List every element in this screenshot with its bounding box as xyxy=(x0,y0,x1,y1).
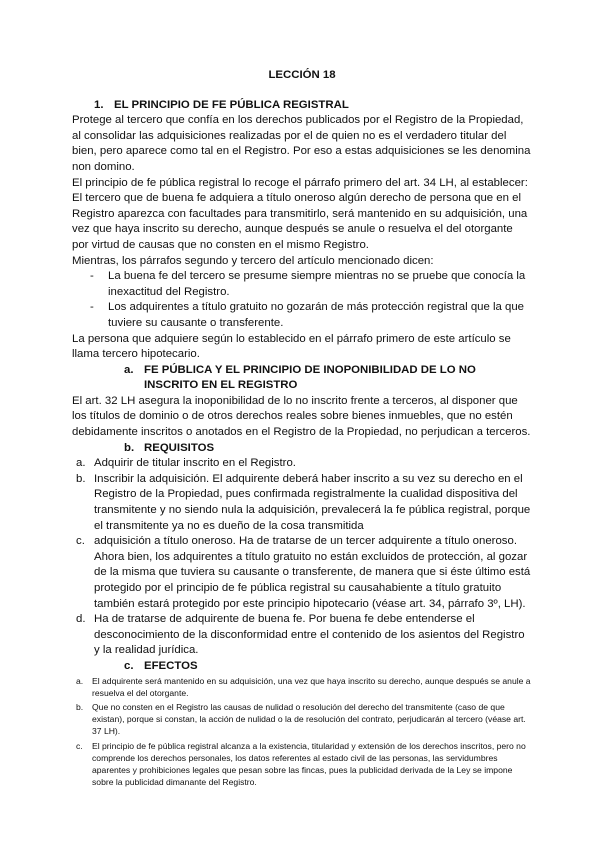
page-title: LECCIÓN 18 xyxy=(268,69,336,81)
list-item-text: El adquirente será mantenido en su adquisición, una vez que haya inscrito su derecho, aunque después se anule a resuelva el del otorgante. xyxy=(92,675,531,698)
subsection-a-heading-text: FE PÚBLICA Y EL PRINCIPIO DE INOPONIBILIDAD DE LO NO INSCRITO EN EL REGISTRO xyxy=(144,363,476,392)
subsection-a-heading xyxy=(72,363,532,394)
effects-list xyxy=(72,675,532,789)
list-item xyxy=(72,456,532,472)
subsection-a-label: a. xyxy=(124,363,134,376)
list-item-text: adquisición a título oneroso. Ha de tratarse de un tercer adquirente a título oneroso. Ahora bien, los adquirentes a título gratuito no están excluidos de protección, al gozar de la misma que tuviera su causante o transferente, de manera que si éste último está protegido por el principio de fe pública registral su causahabiente a título gratuito también estará protegido por este principio hipotecario (véase art. 34, párrafo 3º, LH). xyxy=(94,535,531,610)
list-item-label: c. xyxy=(76,740,83,751)
dash-bullet-icon: - xyxy=(90,301,94,314)
section-1-heading-text: EL PRINCIPIO DE FE PÚBLICA REGISTRAL xyxy=(114,98,349,111)
list-item-label: c. xyxy=(76,535,85,548)
list-item xyxy=(72,269,532,300)
list-item-text: Los adquirentes a título gratuito no gozarán de más protección registral que la que tuviere su causante o transferente. xyxy=(108,301,525,329)
list-item-text: La buena fe del tercero se presume siempre mientras no se pruebe que conocía la inexactitud del Registro. xyxy=(108,270,526,298)
subsection-a-paragraph: El art. 32 LH asegura la inoponibilidad de lo no inscrito frente a terceros, al disponer que los títulos de dominio o de otros derechos reales sobre bienes inmuebles, que no estén debidamente inscritos o anotados en el Registro de la Propiedad, no perjudican a terceros. xyxy=(72,394,531,439)
list-item-label: d. xyxy=(76,613,86,626)
list-item xyxy=(72,300,532,331)
list-item-label: a. xyxy=(76,675,84,686)
section-1-paragraph-4: La persona que adquiere según lo establecido en el párrafo primero de este artículo se llama tercero hipotecario. xyxy=(72,332,511,361)
list-item xyxy=(72,740,532,789)
list-item xyxy=(72,701,532,738)
list-item xyxy=(72,675,532,699)
list-item xyxy=(72,612,532,659)
list-item-label: a. xyxy=(76,457,86,470)
subsection-b-heading-text: REQUISITOS xyxy=(144,441,215,454)
requirements-list xyxy=(72,456,532,659)
list-item-text: Inscribir la adquisición. El adquirente deberá haber inscrito a su vez su derecho en el Registro de la Propiedad, pues confirmada registralmente la cualidad dispositiva del transmitente y no siendo nula la adquisición, prevalecerá la fe pública registral, porque el transmitente ya no es dueño de la cosa transmitida xyxy=(94,472,531,532)
subsection-c-heading xyxy=(72,659,532,675)
list-item-label: b. xyxy=(76,472,86,485)
document-body xyxy=(72,68,532,790)
list-item-text: Adquirir de titular inscrito en el Registro. xyxy=(94,457,296,470)
dash-bullet-icon: - xyxy=(90,270,94,283)
list-item xyxy=(72,534,532,612)
list-item-text: Ha de tratarse de adquirente de buena fe. Por buena fe debe entenderse el desconocimiento de la disconformidad entre el contenido de los asientos del Registro y la realidad jurídica. xyxy=(94,613,525,657)
subsection-c-label: c. xyxy=(124,659,134,672)
subsection-c-heading-text: EFECTOS xyxy=(144,659,198,672)
subsection-b-heading xyxy=(72,441,532,457)
section-1-paragraph-3: Mientras, los párrafos segundo y tercero del artículo mencionado dicen: xyxy=(72,254,434,267)
list-item-text: Que no consten en el Registro las causas de nulidad o resolución del derecho del transmitente (caso de que existan), porque si constan, la acción de nulidad o la de resolución del contrato, perjudicarán al tercero (véase art. 37 LH). xyxy=(92,701,526,737)
section-1-heading xyxy=(72,98,532,114)
section-1-number: 1. xyxy=(94,98,104,111)
article-paragraphs-list xyxy=(72,269,532,331)
list-item xyxy=(72,472,532,534)
subsection-b-label: b. xyxy=(124,441,135,454)
section-1-paragraph-1: Protege al tercero que confía en los derechos publicados por el Registro de la Propiedad, al consolidar las adquisiciones realizadas por el de quien no es el verdadero titular del bien, pero aparece como tal en el Registro. Por eso a estas adquisiciones se les denomina non domino. xyxy=(72,114,531,173)
list-item-label: b. xyxy=(76,701,84,712)
section-1-paragraph-2: El principio de fe pública registral lo recoge el párrafo primero del art. 34 LH, al establecer: El tercero que de buena fe adquiera a título oneroso algún derecho de persona que en el Registro aparezca con facultades para transmitirlo, será mantenido en su adquisición, una vez que haya inscrito su derecho, aunque después se anule o resuelva el del otorgante por virtud de causas que no consten en el mismo Registro. xyxy=(72,176,528,251)
list-item-text: El principio de fe pública registral alcanza a la existencia, titularidad y extensión de los derechos inscritos, pero no comprende los derechos personales, los datos referentes al estado civil de las personas, las servidumbres aparentes y prohibiciones legales que pesan sobre las fincas, pues la publicidad derivada de la Ley se impone sobre la publicidad dimanante del Registro. xyxy=(92,740,526,788)
